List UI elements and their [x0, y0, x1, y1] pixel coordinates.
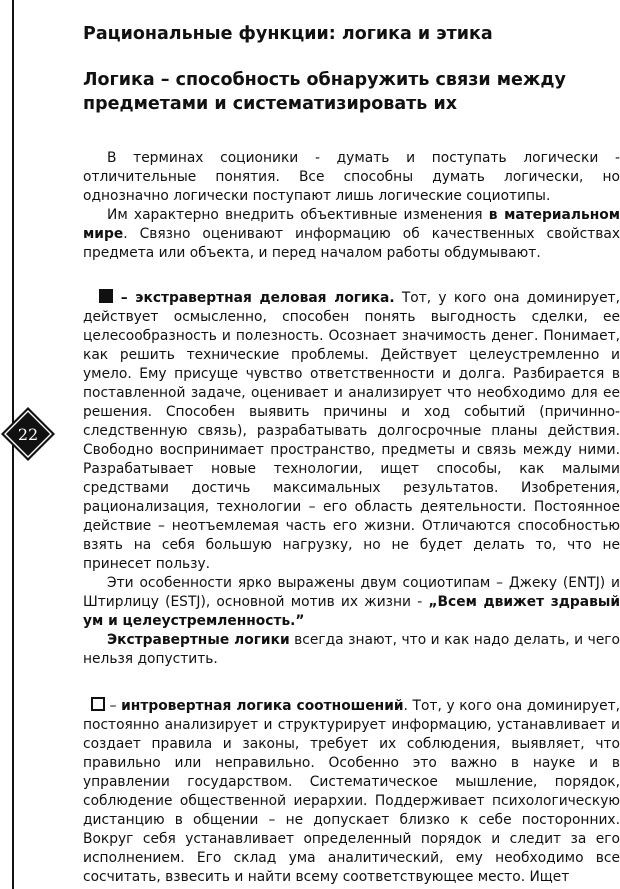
motto-quote: „Всем движет здравый ум и целеустремленность.” [83, 594, 620, 629]
paragraph-sociotypes: Эти особенности ярко выражены двум социотипам – Джеку (ENTJ) и Штирлицу (ESTJ), основной мотив их жизни - „Всем движет здравый ум и целеустремленность.” [83, 575, 620, 629]
open-square-icon [91, 697, 105, 711]
page-content [83, 22, 620, 887]
body-text [83, 149, 620, 887]
section-heading: Логика – способность обнаружить связи между предметами и систематизировать их [83, 70, 566, 114]
term-extravert-logicians: Экстравертные логики [107, 632, 290, 648]
paragraph-intro: В терминах соционики - думать и поступать логически - отличительные понятия. Все способны думать логически, но однозначно логически поступают лишь логические социотипы. [83, 150, 620, 204]
paragraph-extravert-logic: – экстравертная деловая логика. Тот, у кого она доминирует, действует осмысленно, способен понять выгодность сделки, ее целесообразность и полезность. Осознает значимость денег. Понимает, как решить технические проблемы. Действует целеустремленно и умело. Ему присуще чувство ответственности и долга. Разбирается в поставленной задаче, оценивает и анализирует что необходимо для ее решения. Способен выявить причины и ход событий (причинно-следственную связь), разрабатывать долгосрочные планы действия. Свободно воспринимает пространство, предметы и связь между ними. Разрабатывает новые технологии, ищет способы, как малыми средствами достичь максимальных результатов. Изобретения, рационализация, технологии – его область деятельности. Постоянное действие – неотъемлемая часть его жизни. Отличаются способностью взять на себя большую нагрузку, но не будет делать то, что не принесет пользу. [83, 290, 620, 572]
filled-square-icon [99, 289, 113, 303]
paragraph-introvert-logic: – интровертная логика соотношений. Тот, у кого она доминирует, постоянно анализирует и структурирует информацию, устанавливает и создает правила и законы, требует их соблюдения, выявляет, что правильно или неправильно. Особенно это важно в науке и в управлении государством. Систематическое мышление, порядок, соблюдение общественной иерархии. Поддерживает психологическую дистанцию в общении – не допускает близко к себе посторонних. Вокруг себя устанавливает определенный порядок и следит за его исполнением. Его склад ума аналитический, ему необходимо все сосчитать, взвесить и найти всему соответствующее место. Ищет [83, 698, 620, 885]
page-heading: Рациональные функции: логика и этика [83, 24, 493, 44]
paragraph-material: Им характерно внедрить объективные изменения в материальном мире. Связно оценивают информацию об качественных свойствах предмета или объекта, и перед началом работы обдумывают. [83, 207, 620, 261]
paragraph-extravert-summary: Экстравертные логики всегда знают, что и как надо делать, и чего нельзя допустить. [83, 632, 620, 667]
page-number-badge [0, 406, 56, 462]
page-number: 22 [17, 425, 39, 444]
term-introvert-logic: интровертная логика соотношений [121, 698, 404, 714]
emphasis-material-world: в материальном мире [83, 207, 620, 242]
term-extravert-logic: – экстравертная деловая логика. [113, 290, 395, 306]
